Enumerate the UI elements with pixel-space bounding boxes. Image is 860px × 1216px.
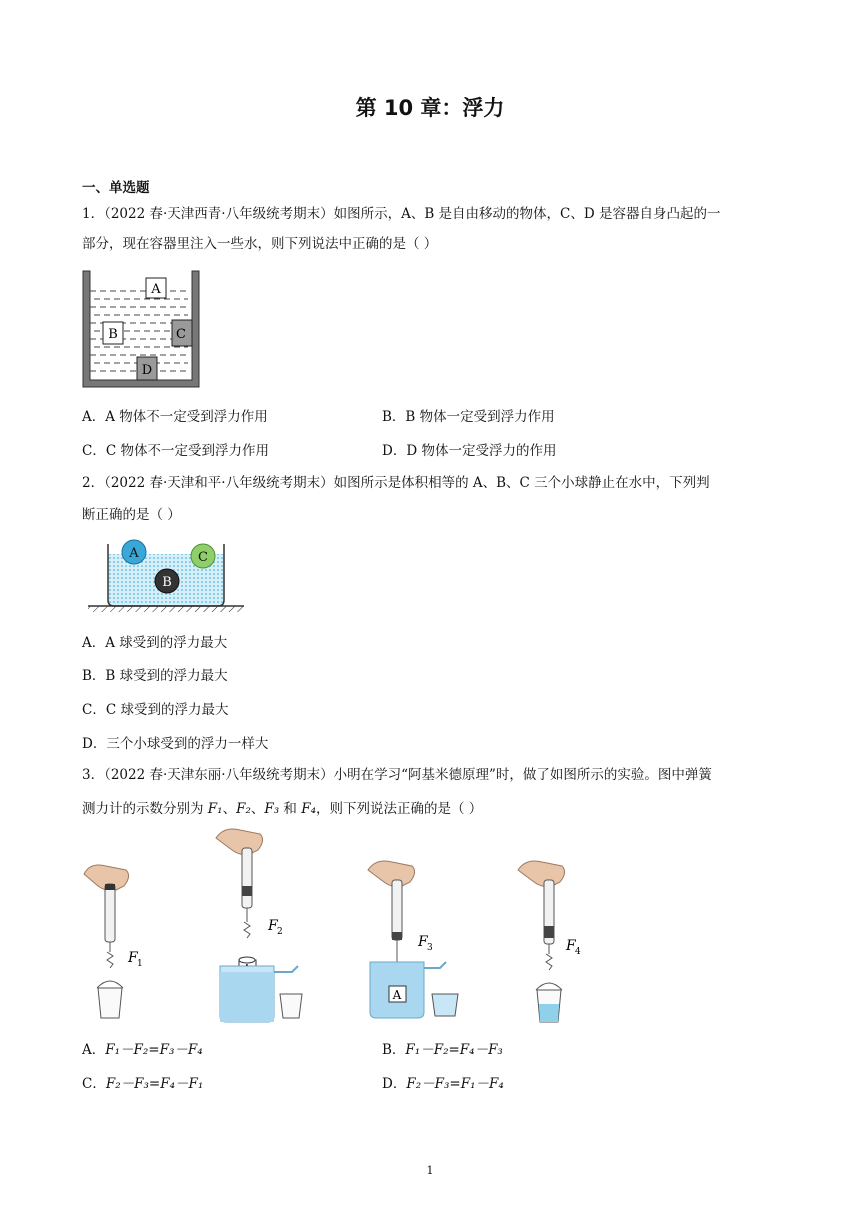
protrusion-d-label: D — [141, 363, 153, 378]
svg-text:2: 2 — [277, 927, 283, 937]
q1-stem-line1: 1．（2022 春·天津西青·八年级统考期末）如图所示，A、B 是自由移动的物体，C、D 是容器自身凸起的一 — [82, 206, 721, 222]
page-number: 1 — [426, 1164, 434, 1177]
page-title: 第 10 章：浮力 — [355, 96, 505, 120]
hand-icon — [216, 829, 263, 855]
svg-text:F: F — [566, 938, 576, 954]
q1-container-figure — [80, 268, 202, 390]
svg-text:3: 3 — [427, 943, 433, 953]
step2-block-above-overflow-cup — [216, 829, 302, 1022]
q3-option-a: A．F₁－F₂=F₃－F₄ — [82, 1042, 203, 1058]
q1-option-a: A．A 物体不一定受到浮力作用 — [82, 409, 268, 425]
object-b-label: B — [108, 327, 118, 342]
ball-b-label: B — [162, 575, 172, 590]
hand-icon — [368, 861, 415, 887]
svg-text:F: F — [418, 934, 428, 950]
q2-option-b: B．B 球受到的浮力最大 — [82, 668, 228, 684]
q2-balls-figure — [84, 536, 246, 616]
q3-experiment-figure — [80, 826, 600, 1030]
q2-stem-line2: 断正确的是（ ） — [82, 507, 181, 523]
q3-option-c: C．F₂－F₃=F₄－F₁ — [82, 1076, 204, 1092]
q2-stem-line1: 2．（2022 春·天津和平·八年级统考期末）如图所示是体积相等的 A、B、C 三个小球静止在水中，下列判 — [82, 475, 710, 491]
hand-icon — [518, 861, 565, 887]
q3-option-d: D．F₂－F₃=F₁－F₄ — [382, 1076, 504, 1092]
ball-a-label: A — [129, 546, 139, 561]
step1-scale-empty-bucket — [84, 865, 143, 1018]
q2-option-d: D．三个小球受到的浮力一样大 — [82, 736, 269, 752]
svg-text:A: A — [392, 988, 402, 1002]
q2-option-c: C．C 球受到的浮力最大 — [82, 702, 229, 718]
q1-stem-line2: 部分，现在容器里注入一些水，则下列说法中正确的是（ ） — [82, 236, 438, 252]
section-heading: 一、单选题 — [82, 180, 150, 196]
step4-bucket-with-water — [518, 861, 581, 1022]
q3-stem-line1: 3．（2022 春·天津东丽·八年级统考期末）小明在学习“阿基米德原理”时，做了如图所示的实验。图中弹簧 — [82, 767, 712, 783]
ball-c-label: C — [198, 550, 208, 565]
svg-text:4: 4 — [575, 947, 581, 957]
q3-option-b: B．F₁－F₂=F₄－F₃ — [382, 1042, 503, 1058]
step3-block-submerged — [368, 861, 458, 1018]
svg-text:F: F — [128, 950, 138, 966]
ground-hatch — [88, 606, 244, 612]
q1-option-d: D．D 物体一定受浮力的作用 — [382, 443, 557, 459]
q3-stem-line2: 测力计的示数分别为 F₁、F₂、F₃ 和 F₄，则下列说法正确的是（ ） — [82, 801, 483, 817]
svg-text:F: F — [268, 918, 278, 934]
q2-option-a: A．A 球受到的浮力最大 — [82, 635, 228, 651]
protrusion-c-label: C — [176, 327, 186, 342]
object-a-label: A — [151, 282, 161, 297]
q1-option-c: C．C 物体不一定受到浮力作用 — [82, 443, 269, 459]
svg-text:1: 1 — [137, 959, 143, 969]
q1-option-b: B．B 物体一定受到浮力作用 — [382, 409, 555, 425]
